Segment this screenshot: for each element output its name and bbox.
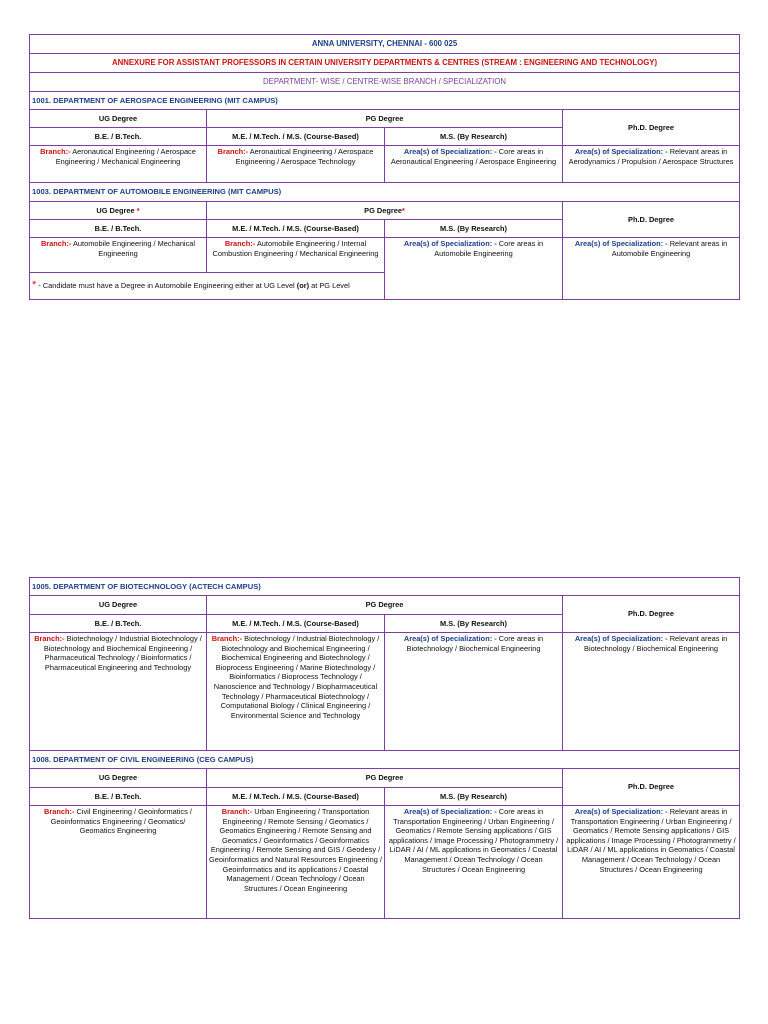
area-label: Area(s) of Specialization: -	[574, 807, 668, 816]
ug-branch-text: Automobile Engineering / Mechanical Engineering	[73, 239, 196, 258]
branch-label: Branch:-	[224, 239, 256, 248]
ms-area-cell	[385, 633, 563, 751]
annexure-table-bottom	[29, 577, 740, 919]
be-btech-header: B.E. / B.Tech.	[30, 788, 207, 806]
ms-research-header: M.S. (By Research)	[385, 220, 563, 238]
phd-area-text: Relevant areas in Transportation Engineering / Urban Engineering / Geomatics / Remote Sensing applications / GIS applications / Image Processing / Photogrammetry / LiDAR / AI / ML applications in Geomatics / Coastal Management / Ocean Technology / Ocean Structures / Ocean Engineering	[566, 807, 736, 874]
pg-degree-header: PG Degree	[207, 596, 563, 615]
ms-area-text: Core areas in Automobile Engineering	[434, 239, 544, 258]
ms-area-cell	[385, 238, 563, 300]
ms-area-text: Core areas in Aeronautical Engineering / Aerospace Engineering	[390, 147, 557, 166]
footnote-text-1: - Candidate must have a Degree in Automobile Engineering either at UG Level	[36, 281, 297, 291]
me-mtech-header: M.E. / M.Tech. / M.S. (Course-Based)	[207, 220, 385, 238]
pg-degree-label: PG Degree	[364, 205, 402, 215]
ug-degree-header	[30, 202, 207, 220]
branch-label: Branch:-	[211, 634, 243, 643]
ug-degree-label: UG Degree	[96, 205, 135, 215]
area-label: Area(s) of Specialization: -	[574, 147, 668, 156]
ug-branch-text: Civil Engineering / Geoinformatics / Geoinformatics Engineering / Geomatics/ Geomatics Engineering	[50, 807, 192, 836]
phd-degree-header: Ph.D. Degree	[563, 202, 740, 238]
pg-degree-header: PG Degree	[207, 110, 563, 128]
branch-label: Branch:-	[221, 807, 253, 816]
ug-branch-cell	[30, 146, 207, 183]
pg-degree-header	[207, 202, 563, 220]
pg-branch-cell	[207, 806, 385, 919]
ug-degree-header: UG Degree	[30, 110, 207, 128]
ug-branch-cell	[30, 238, 207, 273]
pg-branch-cell	[207, 238, 385, 273]
me-mtech-header: M.E. / M.Tech. / M.S. (Course-Based)	[207, 128, 385, 146]
pg-branch-text: Biotechnology / Industrial Biotechnology / Biotechnology and Biochemical Engineering / Biochemical Engineering and Biotechnology / Bioprocess Engineering / Marine Biotechnology / Bioinformatics / Bioprocess Technology / Nanoscience and Technology / Biopharmaceutical Technology / Pharmaceutical Biotechnology / Computational Biology / Clinical Engineering / Environmental Science and Technology	[213, 634, 380, 720]
ms-area-text: Core areas in Transportation Engineering / Urban Engineering / Geomatics / Remote Sensing applications / GIS applications / Image Processing / Photogrammetry / LiDAR / AI / ML applications in Geomatics / Coastal Management / Ocean Technology / Ocean Structures / Ocean Engineering	[388, 807, 559, 874]
ms-research-header: M.S. (By Research)	[385, 615, 563, 633]
phd-area-text: Relevant areas in Automobile Engineering	[611, 239, 728, 258]
ug-branch-cell	[30, 633, 207, 751]
branch-label: Branch:-	[40, 147, 71, 156]
university-title: ANNA UNIVERSITY, CHENNAI - 600 025	[30, 35, 740, 54]
pg-degree-header: PG Degree	[207, 769, 563, 788]
footnote-text-2: at PG Level	[309, 281, 350, 291]
pg-branch-cell	[207, 633, 385, 751]
phd-area-cell	[563, 238, 740, 300]
branch-label: Branch:-	[217, 147, 249, 156]
ug-branch-text: Biotechnology / Industrial Biotechnology / Biotechnology and Biochemical Engineering / Pharmaceutical Technology / Bioinformatics / Pharmaceutical Engineering and Technology	[43, 634, 202, 672]
asterisk-marker: *	[136, 205, 140, 215]
be-btech-header: B.E. / B.Tech.	[30, 128, 207, 146]
be-btech-header: B.E. / B.Tech.	[30, 615, 207, 633]
pg-branch-text: Aeronautical Engineering / Aerospace Engineering / Aerospace Technology	[235, 147, 374, 166]
phd-area-cell	[563, 633, 740, 751]
area-label: Area(s) of Specialization: -	[574, 239, 668, 248]
area-label: Area(s) of Specialization: -	[403, 147, 497, 156]
asterisk-marker: *	[401, 205, 405, 215]
branch-label: Branch:-	[40, 239, 72, 248]
asterisk-marker: *	[32, 279, 37, 292]
be-btech-header: B.E. / B.Tech.	[30, 220, 207, 238]
pg-branch-cell	[207, 146, 385, 183]
ms-research-header: M.S. (By Research)	[385, 788, 563, 806]
me-mtech-header: M.E. / M.Tech. / M.S. (Course-Based)	[207, 788, 385, 806]
branch-label: Branch:-	[44, 807, 75, 816]
ms-area-text: Core areas in Biotechnology / Biochemical Engineering	[406, 634, 544, 653]
annexure-table-top	[29, 34, 740, 300]
ug-branch-cell	[30, 806, 207, 919]
phd-degree-header: Ph.D. Degree	[563, 769, 740, 806]
phd-area-cell	[563, 146, 740, 183]
ug-branch-text: Aeronautical Engineering / Aerospace Engineering / Mechanical Engineering	[55, 147, 196, 166]
department-title: 1005. DEPARTMENT OF BIOTECHNOLOGY (ACTECH CAMPUS)	[30, 578, 740, 596]
annexure-title: ANNEXURE FOR ASSISTANT PROFESSORS IN CERTAIN UNIVERSITY DEPARTMENTS & CENTRES (STREAM : ENGINEERING AND TECHNOLOGY)	[30, 54, 740, 73]
phd-degree-header: Ph.D. Degree	[563, 596, 740, 633]
ms-area-cell	[385, 146, 563, 183]
phd-area-text: Relevant areas in Aerodynamics / Propulsion / Aerospace Structures	[568, 147, 734, 166]
table-subtitle: DEPARTMENT- WISE / CENTRE-WISE BRANCH / SPECIALIZATION	[30, 73, 740, 92]
pg-branch-text: Automobile Engineering / Internal Combustion Engineering / Mechanical Engineering	[212, 239, 379, 258]
phd-degree-header: Ph.D. Degree	[563, 110, 740, 146]
footnote-or: (or)	[296, 281, 310, 291]
ug-degree-header: UG Degree	[30, 769, 207, 788]
area-label: Area(s) of Specialization: -	[403, 634, 497, 643]
ug-degree-header: UG Degree	[30, 596, 207, 615]
area-label: Area(s) of Specialization: -	[574, 634, 668, 643]
me-mtech-header: M.E. / M.Tech. / M.S. (Course-Based)	[207, 615, 385, 633]
area-label: Area(s) of Specialization: -	[403, 807, 497, 816]
pg-branch-text: Urban Engineering / Transportation Engineering / Remote Sensing / Geomatics / Geomatics Engineering / Remote Sensing and Geomatics / Geoinformatics / Geoinformatics Engineering / Remote Sensing and GIS / Geodesy / Geoinformatics and Natural Resources Engineering / Geoinformatics and its applications / Coastal Management / Ocean Technology / Ocean Structures / Ocean Engineering	[209, 807, 382, 893]
department-title: 1008. DEPARTMENT OF CIVIL ENGINEERING (CEG CAMPUS)	[30, 751, 740, 769]
footnote	[30, 273, 385, 300]
ms-area-cell	[385, 806, 563, 919]
phd-area-cell	[563, 806, 740, 919]
department-title: 1003. DEPARTMENT OF AUTOMOBILE ENGINEERING (MIT CAMPUS)	[30, 183, 740, 202]
area-label: Area(s) of Specialization: -	[403, 239, 497, 248]
department-title: 1001. DEPARTMENT OF AEROSPACE ENGINEERING (MIT CAMPUS)	[30, 92, 740, 110]
ms-research-header: M.S. (By Research)	[385, 128, 563, 146]
branch-label: Branch:-	[34, 634, 65, 643]
phd-area-text: Relevant areas in Biotechnology / Biochemical Engineering	[584, 634, 728, 653]
